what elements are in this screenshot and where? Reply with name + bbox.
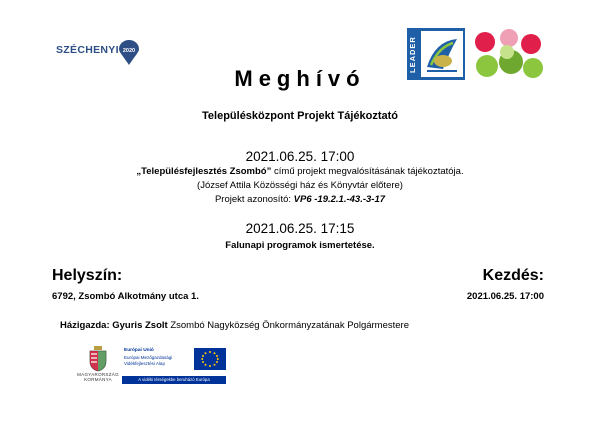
eu-fund-line1: Európai Mezőgazdasági bbox=[124, 355, 173, 360]
host-value: Zsombó Nagyközség Önkormányzatának Polgármestere bbox=[167, 320, 409, 331]
eu-slogan-bar: A vidéki térségekbe beruházó Európa bbox=[122, 376, 226, 384]
start-label: Kezdés: bbox=[482, 267, 544, 284]
project-id-value: VP6 -19.2.1.-43.-3-17 bbox=[293, 194, 386, 205]
crest-text bbox=[72, 372, 124, 382]
eu-flag-icon bbox=[194, 348, 226, 370]
location-label: Helyszín: bbox=[52, 267, 123, 284]
event2-datetime: 2021.06.25. 17:15 bbox=[245, 221, 355, 236]
szechenyi-2020-logo bbox=[56, 40, 146, 68]
event1-project-name: „Településfejlesztés Zsombó” bbox=[136, 166, 272, 177]
eu-fund-logo bbox=[120, 346, 228, 388]
eu-fund-line2: Vidékfejlesztési Alap bbox=[124, 361, 165, 366]
event1-datetime: 2021.06.25. 17:00 bbox=[245, 149, 355, 164]
eu-title: Európai Unió bbox=[124, 348, 154, 353]
map-pin-icon bbox=[118, 40, 140, 66]
event1-description bbox=[0, 166, 600, 177]
coat-of-arms-icon bbox=[88, 346, 108, 372]
event1-project-id-line bbox=[0, 194, 600, 205]
event1-venue-note: (József Attila Közösségi ház és Könyvtár előtere) bbox=[197, 180, 403, 191]
invitation-title: Meghívó bbox=[234, 66, 366, 91]
szechenyi-logo-text: SZÉCHENYI bbox=[56, 44, 119, 56]
host-label: Házigazda: Gyuris Zsolt bbox=[60, 320, 168, 331]
event1-project-desc: című projekt megvalósításának tájékoztatója. bbox=[271, 166, 464, 177]
invitation-subtitle: Településközpont Projekt Tájékoztató bbox=[202, 110, 398, 122]
leader-logo-text: LEADER bbox=[408, 36, 417, 74]
hungarian-government-logo bbox=[72, 346, 124, 390]
event2-description: Falunapi programok ismertetése. bbox=[225, 240, 375, 251]
project-id-label: Projekt azonosító: bbox=[214, 194, 294, 205]
location-value: 6792, Zsombó Alkotmány utca 1. bbox=[52, 291, 199, 302]
start-value: 2021.06.25. 17:00 bbox=[466, 291, 544, 302]
crest-text-line1: MAGYARORSZÁG bbox=[77, 372, 119, 377]
crest-text-line2: KORMÁNYA bbox=[84, 377, 112, 382]
host-line bbox=[60, 320, 409, 331]
szechenyi-year: 2020 bbox=[122, 48, 136, 54]
